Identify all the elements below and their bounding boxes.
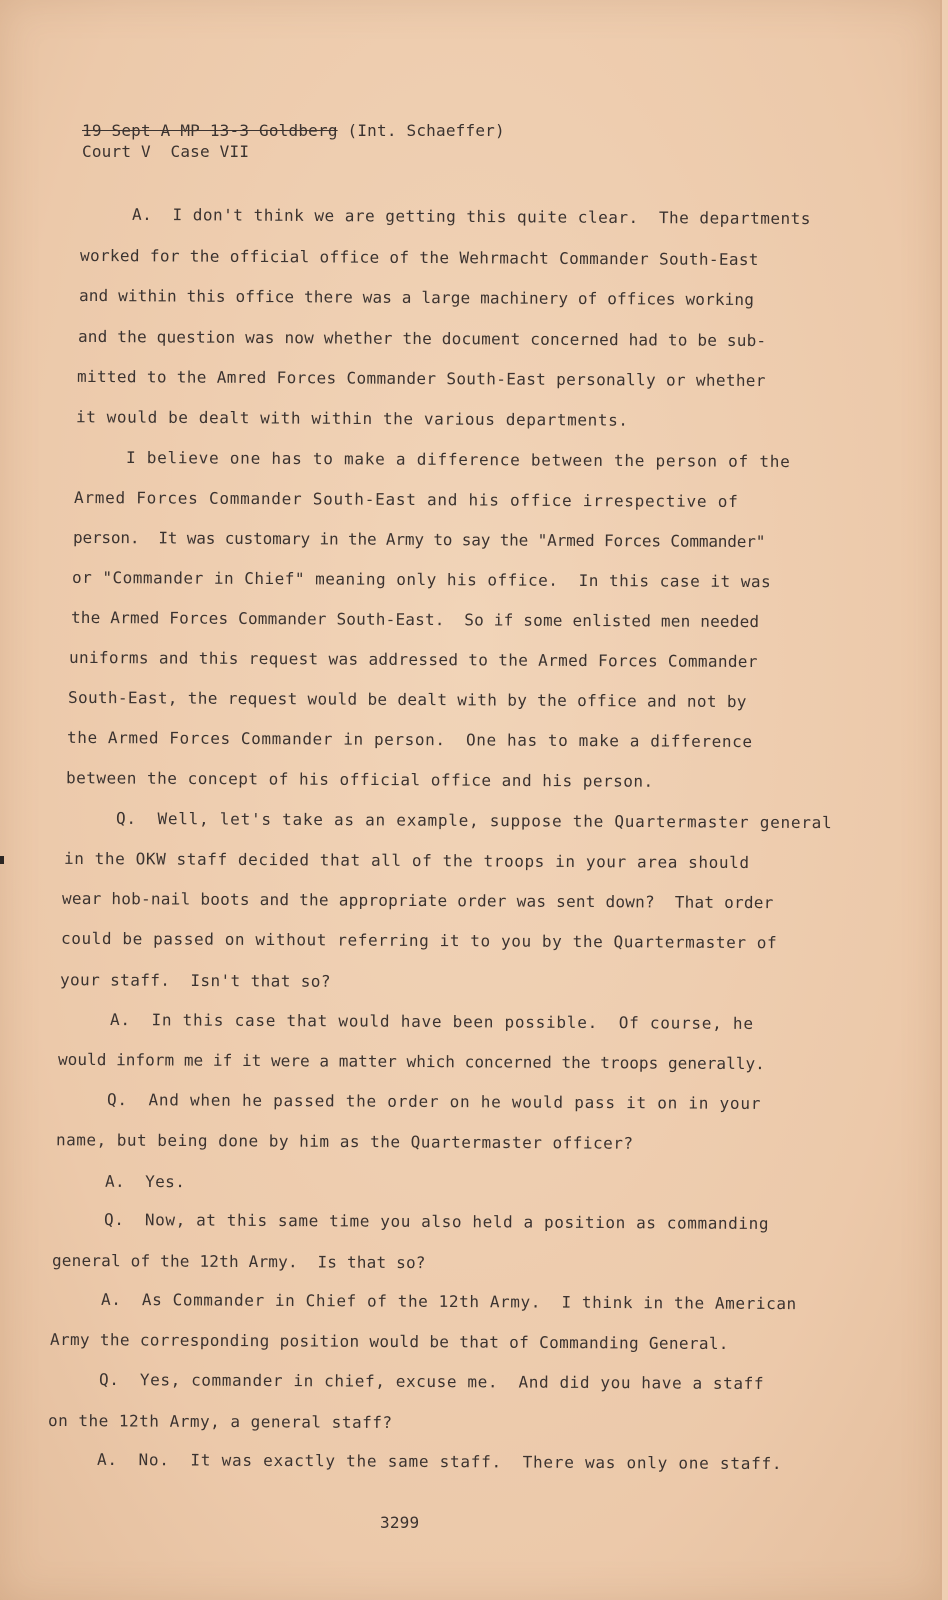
header-line-2: Court V Case VII [82, 142, 250, 161]
transcript-line: person. It was customary in the Army to say the "Armed Forces Commander" [72, 527, 766, 552]
transcript-line: and within this office there was a large machinery of offices working [78, 285, 755, 310]
transcript-line: A. I don't think we are getting this quite clear. The departments [131, 204, 811, 229]
transcript-line: South-East, the request would be dealt with by the office and not by [67, 687, 747, 712]
transcript-line: I believe one has to make a difference between the person of the [125, 447, 791, 472]
transcript-line: in the OKW staff decided that all of the troops in your area should [63, 848, 750, 873]
transcript-line: Army the corresponding position would be that of Commanding General. [49, 1329, 729, 1354]
transcript-line: A. As Commander in Chief of the 12th Army. I think in the American [100, 1289, 797, 1314]
transcript-line: could be passed on without referring it to you by the Quartermaster of [60, 928, 778, 953]
transcript-line: Q. Well, let's take as an example, suppose the Quartermaster general [115, 808, 833, 833]
margin-mark [0, 856, 4, 864]
transcript-line: worked for the official office of the Wehrmacht Commander South-East [79, 245, 759, 270]
transcript-line: mitted to the Amred Forces Commander South-East personally or whether [76, 366, 766, 391]
transcript-line: it would be dealt with within the various departments. [75, 407, 629, 430]
transcript-line: name, but being done by him as the Quartermaster officer? [55, 1130, 634, 1153]
transcript-line: your staff. Isn't that so? [59, 970, 331, 991]
transcript-line: or "Commander in Chief" meaning only his office. In this case it was [71, 567, 772, 592]
transcript-line: Q. And when he passed the order on he would pass it on in your [106, 1090, 762, 1113]
transcript-line: A. In this case that would have been possible. Of course, he [109, 1010, 754, 1033]
transcript-line: uniforms and this request was addressed to the Armed Forces Commander [68, 647, 758, 672]
transcript-line: wear hob-nail boots and the appropriate order was sent down? That order [61, 888, 774, 913]
transcript-line: the Armed Forces Commander in person. One has to make a difference [66, 727, 753, 752]
header-struck-text: 19 Sept A MP 13-3 Goldberg [82, 121, 338, 140]
transcript-line: Q. Now, at this same time you also held a position as commanding [103, 1209, 770, 1234]
header-interpreter: (Int. Schaeffer) [337, 121, 505, 140]
page-number: 3299 [380, 1513, 420, 1532]
transcript-line: on the 12th Army, a general staff? [47, 1410, 393, 1433]
transcript-line: and the question was now whether the document concerned had to be sub- [77, 326, 767, 351]
transcript-line: A. Yes. [104, 1171, 186, 1192]
transcript-line: Q. Yes, commander in chief, excuse me. And did you have a staff [98, 1369, 765, 1394]
transcript-line: A. No. It was exactly the same staff. There was only one staff. [96, 1449, 783, 1474]
transcript-line: general of the 12th Army. Is that so? [51, 1250, 426, 1273]
transcript-line: the Armed Forces Commander South-East. So if some enlisted men needed [70, 607, 760, 632]
transcript-line: would inform me if it were a matter which concerned the troops generally. [57, 1049, 765, 1074]
transcript-line: Armed Forces Commander South-East and his office irrespective of [73, 487, 739, 512]
transcript-line: between the concept of his official office and his person. [65, 768, 654, 791]
